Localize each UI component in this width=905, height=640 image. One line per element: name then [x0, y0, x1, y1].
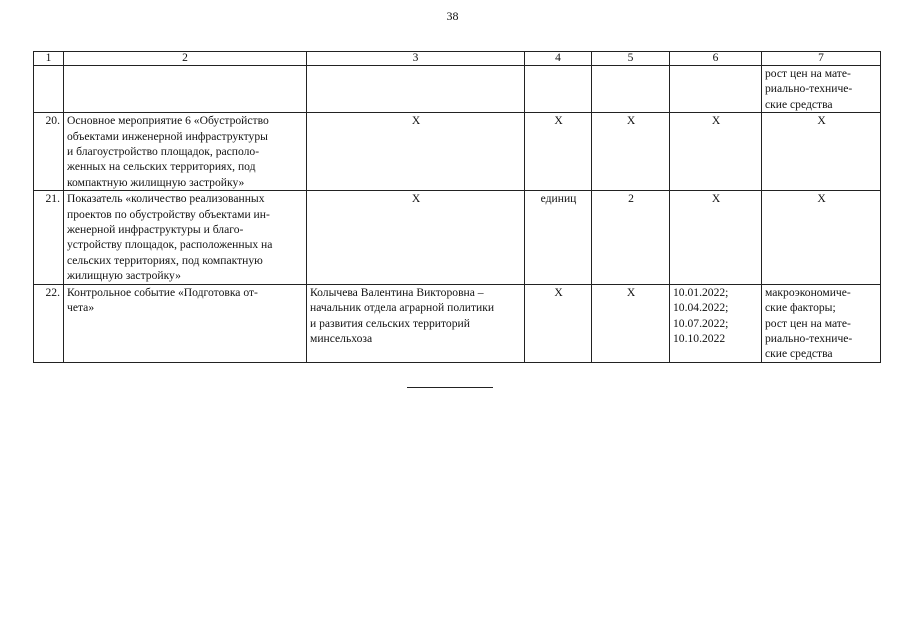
row-name-cell-line: объектами инженерной инфраструктуры: [67, 129, 268, 143]
row-number-cell: 22.: [34, 284, 64, 362]
row-number-cell: 20.: [34, 113, 64, 191]
risk-cell: [762, 191, 881, 284]
date-cell-line: 10.04.2022;: [673, 301, 729, 315]
risk-cell: [762, 66, 881, 113]
date-cell: [670, 284, 762, 362]
table-row: [34, 113, 881, 191]
risk-cell-line: Х: [817, 192, 826, 206]
table-row: [34, 66, 881, 113]
value-cell: Х: [592, 113, 670, 191]
responsible-cell-line: Х: [411, 114, 421, 128]
risk-cell-line: ские средства: [765, 347, 833, 361]
date-cell: [670, 113, 762, 191]
row-name-cell-line: проектов по обустройству объектами ин-: [67, 207, 270, 221]
header-cell-1: 1: [34, 52, 64, 66]
risk-cell-line: рост цен на мате-: [765, 67, 851, 80]
unit-cell: единиц: [525, 191, 592, 284]
risk-cell-line: рост цен на мате-: [765, 316, 851, 330]
row-name-cell-line: женерной инфраструктуры и благо-: [67, 223, 244, 237]
header-cell-3: 3: [307, 52, 525, 66]
table-header-row: [34, 52, 881, 66]
row-name-cell-line: женных на сельских территориях, под: [67, 160, 256, 174]
date-cell: [670, 191, 762, 284]
unit-cell: [525, 66, 592, 113]
row-name-cell-line: жилищную застройку»: [67, 269, 181, 283]
row-number-cell: [34, 66, 64, 113]
header-cell-6: 6: [670, 52, 762, 66]
unit-cell: Х: [525, 284, 592, 362]
header-cell-5: 5: [592, 52, 670, 66]
responsible-cell-line: минсельхоза: [310, 331, 373, 345]
date-cell-line: 10.10.2022: [673, 331, 726, 345]
responsible-cell-line: Колычева Валентина Викторовна –: [310, 285, 484, 299]
row-name-cell: [64, 191, 307, 284]
value-cell: Х: [592, 284, 670, 362]
unit-cell: Х: [525, 113, 592, 191]
end-divider-line: [407, 387, 493, 388]
risk-cell-line: ские факторы;: [765, 301, 836, 315]
responsible-cell: [307, 66, 525, 113]
risk-cell-line: ские средства: [765, 97, 833, 111]
header-cell-2: 2: [64, 52, 307, 66]
value-cell: [592, 66, 670, 113]
risk-cell-line: Х: [817, 114, 826, 128]
responsible-cell-line: Х: [411, 192, 421, 206]
row-name-cell-line: чета»: [67, 301, 95, 315]
row-name-cell-line: и благоустройство площадок, располо-: [67, 145, 260, 159]
value-cell: 2: [592, 191, 670, 284]
date-cell-line: 10.07.2022;: [673, 316, 729, 330]
date-cell-line: Х: [711, 114, 721, 128]
responsible-cell: [307, 284, 525, 362]
row-name-cell-line: компактную жилищную застройку»: [67, 175, 245, 189]
risk-cell: [762, 284, 881, 362]
responsible-cell: [307, 191, 525, 284]
row-name-cell-line: Показатель «количество реализованных: [67, 192, 265, 206]
row-name-cell: [64, 113, 307, 191]
row-name-cell-line: устройству площадок, расположенных на: [67, 238, 273, 252]
row-name-cell-line: Контрольное событие «Подготовка от-: [67, 285, 258, 299]
row-name-cell: [64, 66, 307, 113]
responsible-cell-line: и развития сельских территорий: [310, 316, 470, 330]
date-cell-line: 10.01.2022;: [673, 285, 729, 299]
responsible-cell: [307, 113, 525, 191]
date-cell-line: Х: [711, 192, 721, 206]
plan-table: [33, 51, 881, 363]
row-name-cell: [64, 284, 307, 362]
row-number-cell: 21.: [34, 191, 64, 284]
header-cell-4: 4: [525, 52, 592, 66]
page-number: 38: [446, 9, 459, 23]
row-name-cell-line: Основное мероприятие 6 «Обустройство: [67, 114, 269, 128]
row-name-cell-line: сельских территориях, под компактную: [67, 253, 263, 267]
risk-cell-line: макроэкономиче-: [765, 285, 851, 299]
table-row: [34, 284, 881, 362]
date-cell: [670, 66, 762, 113]
responsible-cell-line: начальник отдела аграрной политики: [310, 301, 495, 315]
risk-cell: [762, 113, 881, 191]
risk-cell-line: риально-техниче-: [765, 82, 853, 96]
header-cell-7: 7: [762, 52, 881, 66]
table-row: [34, 191, 881, 284]
risk-cell-line: риально-техниче-: [765, 331, 853, 345]
